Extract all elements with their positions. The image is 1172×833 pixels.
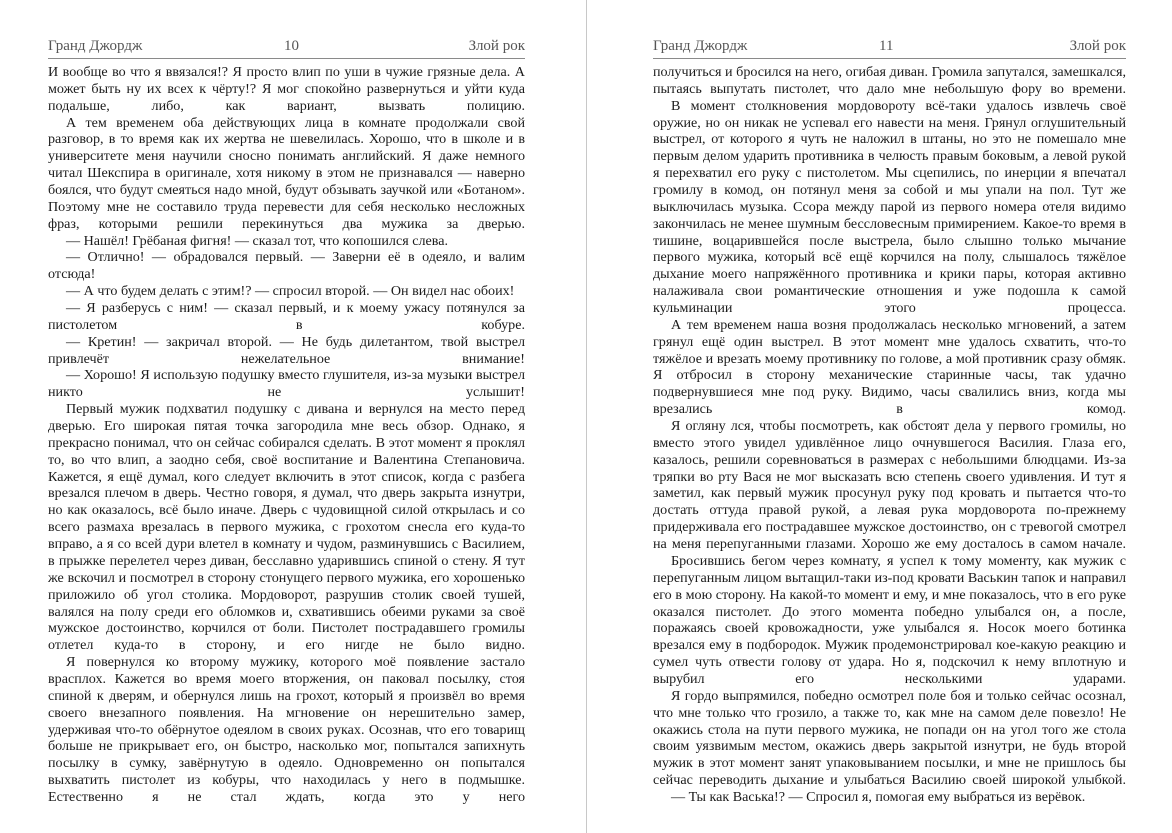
paragraph: В момент столкновения мордовороту всё-таки удалось извлечь своё оружие, но он никак не успевал его навести на меня. Грянул оглушительный выстрел, от которого я чуть не наложил в штаны, но это не помешало мне первым делом ударить противника в челюсть правым боковым, а левой рукой я перехватил его руку с пистолетом. Мы сцепились, по инерции я впечатал громилу в комод, он потянул меня за собой и мы упали на пол. Тут же выключилась музыка. Ссора между парой из первого номера отеля видимо закончилась не менее шумным бессловесным примирением. Какое-то время в тишине, воцарившейся после выстрела, было слышно только мычание первого мужика, который всё ещё корчился на полу, слышалось тяжёлое дыхание моего напряжённого противника и крики пары, которая активно налаживала свои романтические отношения и уже подошла к самой кульминации этого процесса.: [653, 97, 1126, 317]
right-page-text: [653, 64, 1126, 806]
paragraph: И вообще во что я ввязался!? Я просто влип по уши в чужие грязные дела. А может быть ну их всех к чёрту!? Я мог спокойно развернуться и уйти куда подальше, либо, как вариант, вызвать полицию.: [48, 64, 525, 114]
paragraph: получиться и бросился на него, огибая диван. Громила запутался, замешкался, пытаясь выпутать пистолет, что дало мне небольшую фору во времени.: [653, 64, 1126, 97]
running-head-title: Злой рок: [468, 38, 525, 54]
left-page-text: [48, 64, 525, 806]
right-running-head: [653, 38, 1126, 59]
right-page: [653, 0, 1126, 833]
paragraph: А тем временем оба действующих лица в комнате продолжали свой разговор, в то время как их жертва не шевелилась. Хорошо, что в школе и в университете меня научили сносно понимать английский. Я даже немного читал Шекспира в оригинале, хотя никому в этом не признавался — наверно боялся, что будут смеяться надо мной, будут обзывать заучкой или «Ботаном». Поэтому мне не составило труда перевести для себя несколько несложных фраз, которыми решили перекинуться два мужика за дверью.: [48, 114, 525, 232]
paragraph: — Кретин! — закричал второй. — Не будь дилетантом, твой выстрел привлечёт нежелательное внимание!: [48, 333, 525, 367]
paragraph: Я огляну лся, чтобы посмотреть, как обстоят дела у первого громилы, но вместо этого увидел удивлённое лицо очнувшегося Василия. Глаза его, казалось, решили соревноваться в размерах с небольшими блюдцами. Из-за тряпки во рту Вася не мог высказать всю степень своего удивления. И тут я заметил, как первый мужик просунул руку под кровать и пытается что-то достать оттуда правой рукой, а левая рука мордоворота по-прежнему придерживала его пострадавшее мужское достоинство, он с тревогой смотрел на меня перепуганными глазами. Хорошо же ему досталось в самом начале.: [653, 418, 1126, 553]
paragraph: — Отлично! — обрадовался первый. — Заверни её в одеяло, и валим отсюда!: [48, 249, 525, 283]
spread-gutter-divider: [586, 0, 587, 833]
running-head-author: Гранд Джордж: [653, 38, 748, 54]
paragraph: — Я разберусь с ним! — сказал первый, и к моему ужасу потянулся за пистолетом в кобуре.: [48, 300, 525, 333]
page-number: 10: [284, 38, 299, 54]
paragraph: — А что будем делать с этим!? — спросил второй. — Он видел нас обоих!: [66, 283, 515, 300]
paragraph: Первый мужик подхватил подушку с дивана и вернулся на место перед дверью. Его широкая пятая точка загородила мне весь обзор. Однако, я прекрасно понимал, что он сейчас собирался сделать. В этот момент я проклял то, во что влип, а заодно себя, своё воспитание и Валентина Степановича. Кажется, я ещё думал, кого следует включить в этот список, когда с разбега врезался плечом в дверь. Честно говоря, я думал, что дверь закрыта изнутри, но как оказалось, всё было иначе. Дверь с чудовищной силой открылась и со всего размаха врезалась в первого мужика, с грохотом снесла его куда-то вправо, а я со всей дури влетел в комнату и чудом, разминувшись с Василием, в прыжке перелетел через диван, бесславно ударившись спиной о стену. Я тут же вскочил и посмотрел в сторону стонущего первого мужика, его хорошенько приложило об угол столика. Мордоворот, разрушив столик своей тушей, валялся на полу среди его обломков и, схватившись обеими руками за своё мужское достоинство, корчился от боли. Пистолет пострадавшего громилы отлетел куда-то в сторону, и его нигде не было видно.: [48, 401, 525, 654]
left-page: [48, 0, 525, 833]
paragraph: — Нашёл! Грёбаная фигня! — сказал тот, что копошился слева.: [66, 232, 449, 249]
paragraph: Я гордо выпрямился, победно осмотрел поле боя и только сейчас осознал, что мне только что грозило, а также то, как мне на самом деле повезло! Не окажись стола на пути первого мужика, не попади он на угол того же стола своим уязвимым местом, окажись дверь закрытой изнутри, не будь второй мужик в этот момент занят упаковыванием посылки, и мне не пришлось бы сейчас переводить дыхание и улыбаться Василию своей широкой улыбкой.: [653, 687, 1126, 789]
page-number: 11: [879, 38, 894, 54]
running-head-title: Злой рок: [1069, 38, 1126, 54]
running-head-author: Гранд Джордж: [48, 38, 143, 54]
paragraph: — Хорошо! Я использую подушку вместо глушителя, из-за музыки выстрел никто не услышит!: [48, 367, 525, 401]
paragraph: — Ты как Васька!? — Спросил я, помогая ему выбраться из верёвок.: [671, 788, 1086, 805]
paragraph: Я повернулся ко второму мужику, которого моё появление застало врасплох. Кажется во время моего вторжения, он паковал посылку, стоя спиной к дверям, и обернулся лишь на грохот, который я произвёл во время своего внезапного появления. На мгновение он нерешительно замер, удерживая что-то обёрнутое одеялом в своих руках. Осознав, что его товарищ больше не прикрывает его, он быстро, насколько мог, попытался запихнуть посылку в сумку, завёрнутую в одеяло. Одновременно он попытался выхватить пистолет из кобуры, что находилась у него в подмышке. Естественно я не стал ждать, когда это у него: [48, 654, 525, 805]
paragraph: А тем временем наша возня продолжалась несколько мгновений, а затем грянул ещё один выстрел. В этот момент мне удалось схватить, что-то тяжёлое и врезать моему противнику по голове, а мой противник сразу обмяк. Я отбросил в сторону механические старинные часы, так удачно подвернувшиеся мне под руку. Видимо, часы свалились вниз, когда мы врезались в комод.: [653, 316, 1126, 418]
left-running-head: [48, 38, 525, 59]
paragraph: Бросившись бегом через комнату, я успел к тому моменту, как мужик с перепуганным лицом вытащил-таки из-под кровати Васькин тапок и направил его в мою сторону. На какой-то момент и ему, и мне показалось, что в его руке оказался пистолет. До этого момента победно улыбался он, а после, поражаясь своей кровожадности, уже улыбался я. Носок моего ботинка врезался ему в подбородок. Мужик продемонстрировал кое-какую реакцию и сумел чуть отвести голову от удара. Но я, подскочил к нему вплотную и вырубил его несколькими ударами.: [653, 552, 1126, 687]
